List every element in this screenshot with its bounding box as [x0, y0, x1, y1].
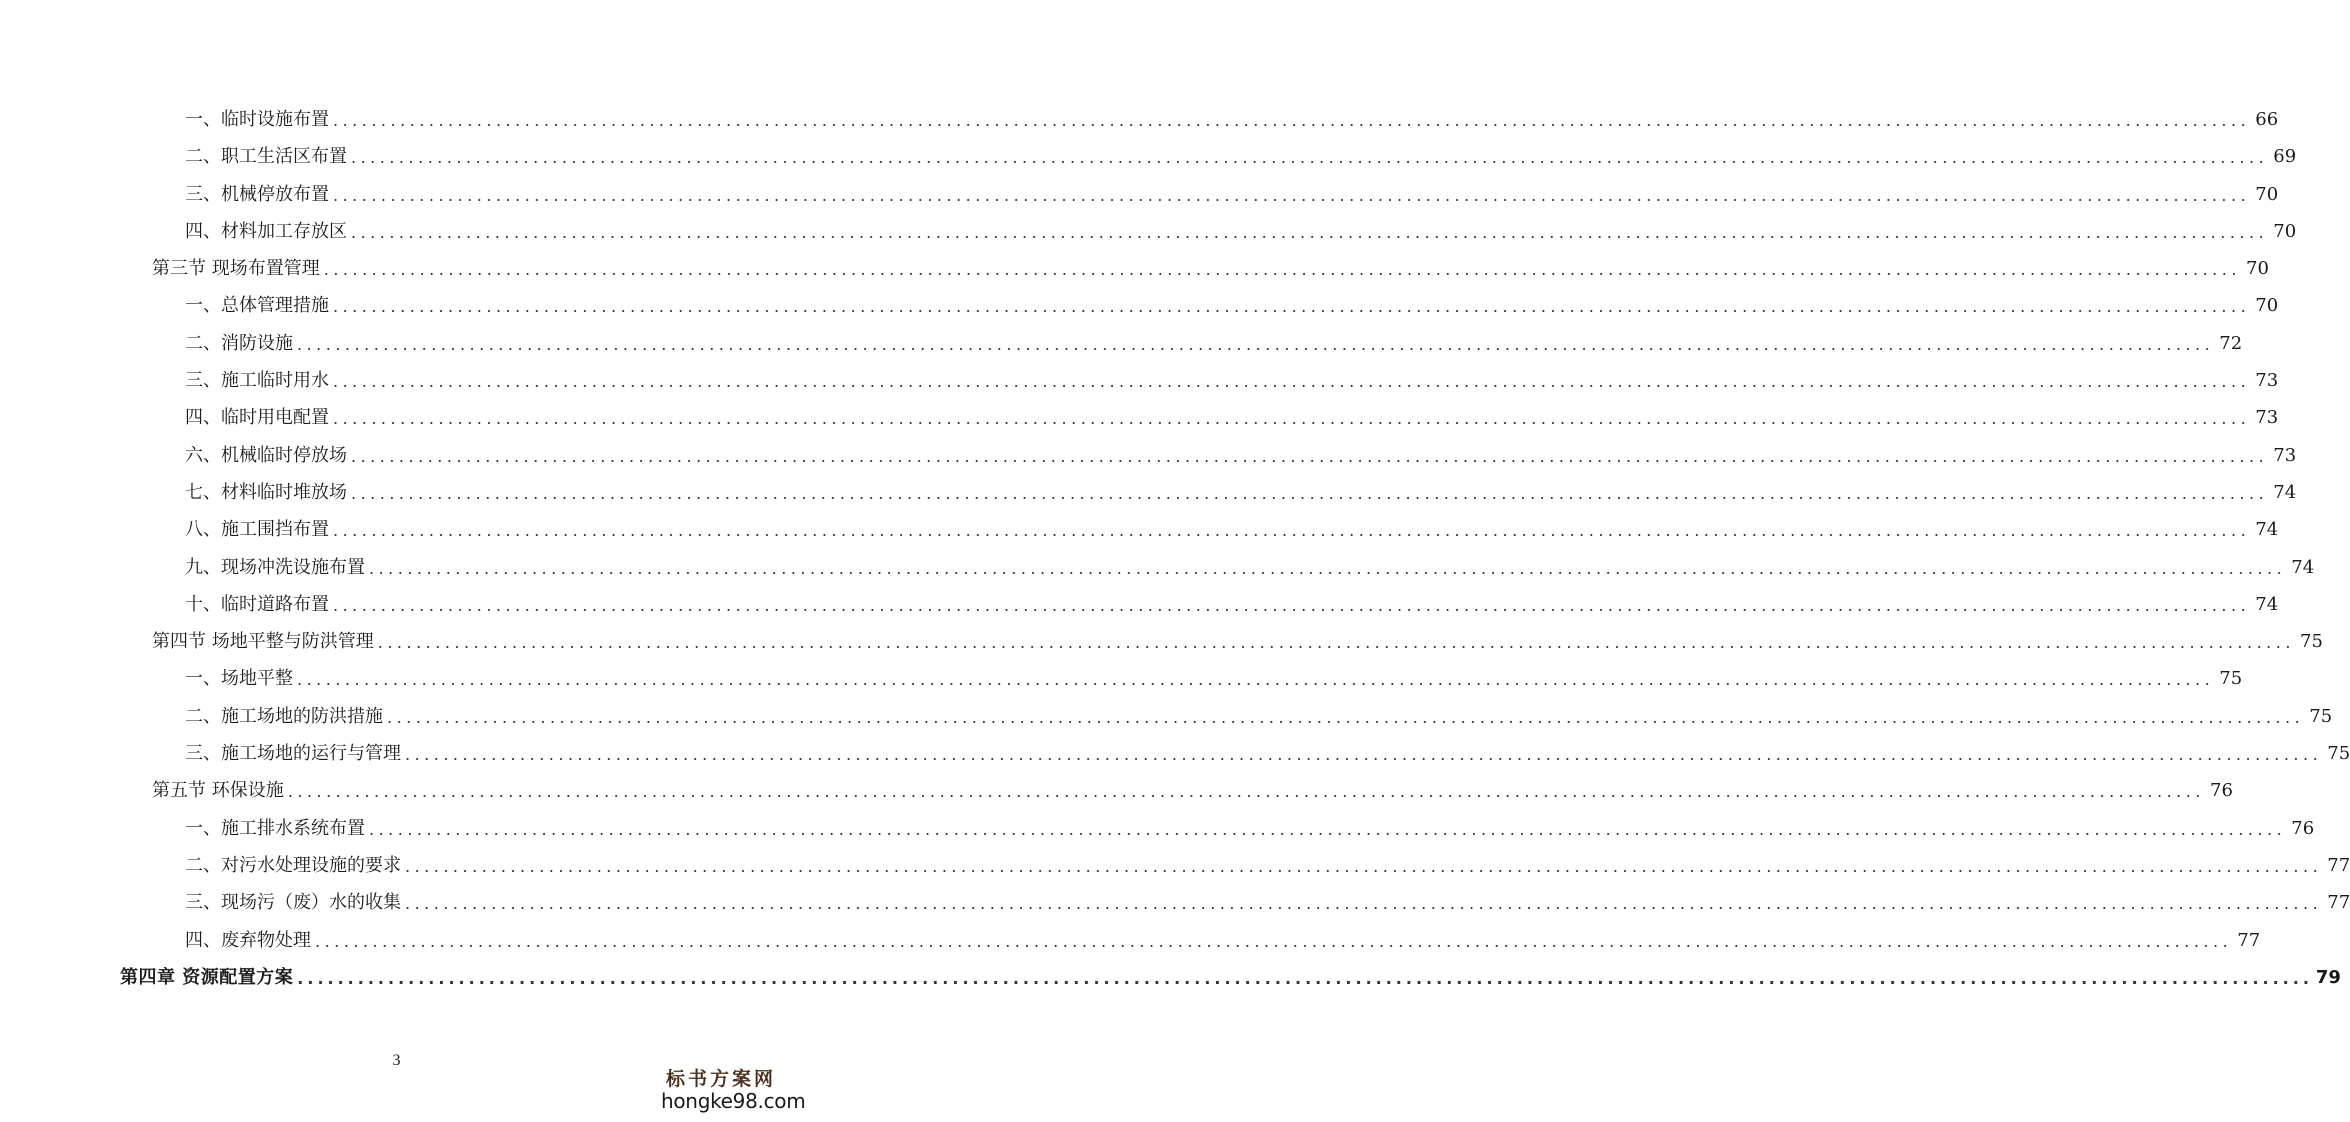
toc-item-entry[interactable]: [0, 138, 2297, 175]
toc-entry-page: 70: [2255, 183, 2279, 205]
toc-entry-page: 76: [2291, 817, 2315, 839]
toc-entry-page: 75: [2309, 705, 2333, 727]
toc-dot-leader: ........................................................................................................................................................................................................: [351, 222, 2269, 242]
toc-item-entry[interactable]: [0, 660, 2243, 697]
toc-entry-label: 四、临时用电配置: [185, 407, 329, 429]
toc-item-entry[interactable]: [0, 213, 2297, 250]
toc-entry-page: 70: [2255, 295, 2279, 317]
toc-entry-label: 四、废弃物处理: [185, 929, 311, 951]
toc-entry-label: 第五节 环保设施: [152, 780, 284, 802]
toc-entry-label: 八、施工围挡布置: [185, 519, 329, 541]
toc-dot-leader: ........................................................................................................................................................................................................: [333, 185, 2251, 205]
toc-entry-label: 二、职工生活区布置: [185, 146, 347, 168]
toc-dot-leader: ........................................................................................................................................................................................................: [333, 372, 2251, 392]
toc-dot-leader: ........................................................................................................................................................................................................: [377, 633, 2295, 653]
toc-item-entry[interactable]: [0, 287, 2279, 324]
toc-entry-page: 75: [2300, 631, 2323, 653]
toc-entry-page: 75: [2219, 668, 2243, 690]
toc-item-entry[interactable]: [0, 101, 2279, 138]
toc-entry-label: 一、施工排水系统布置: [185, 817, 365, 839]
toc-dot-leader: ........................................................................................................................................................................................................: [333, 409, 2251, 429]
toc-chapter-entry[interactable]: [0, 959, 2341, 996]
toc-item-entry[interactable]: [0, 474, 2297, 511]
toc-item-entry[interactable]: [0, 735, 2350, 772]
toc-dot-leader: ........................................................................................................................................................................................................: [369, 819, 2287, 839]
toc-entry-label: 二、消防设施: [185, 332, 293, 354]
toc-entry-label: 三、机械停放布置: [185, 183, 329, 205]
toc-dot-leader: ........................................................................................................................................................................................................: [297, 968, 2313, 988]
toc-item-entry[interactable]: [0, 884, 2350, 921]
toc-entry-page: 77: [2237, 929, 2261, 951]
toc-item-entry[interactable]: [0, 437, 2297, 474]
toc-dot-leader: ........................................................................................................................................................................................................: [405, 894, 2323, 914]
toc-entry-page: 69: [2273, 146, 2297, 168]
toc-dot-leader: ........................................................................................................................................................................................................: [287, 782, 2205, 802]
toc-dot-leader: ........................................................................................................................................................................................................: [369, 558, 2287, 578]
toc-entry-label: 三、施工临时用水: [185, 370, 329, 392]
toc-entry-page: 73: [2273, 444, 2297, 466]
toc-entry-page: 75: [2327, 743, 2350, 765]
toc-item-entry[interactable]: [0, 176, 2279, 213]
toc-entry-page: 66: [2255, 109, 2279, 130]
toc-dot-leader: ........................................................................................................................................................................................................: [297, 670, 2215, 690]
toc-item-entry[interactable]: [0, 549, 2315, 586]
toc-entry-label: 一、临时设施布置: [185, 109, 329, 130]
toc-entry-page: 70: [2273, 220, 2297, 242]
toc-entry-label: 一、总体管理措施: [185, 295, 329, 317]
toc-section-entry[interactable]: [0, 250, 2269, 287]
toc-dot-leader: ........................................................................................................................................................................................................: [333, 595, 2251, 615]
toc-entry-label: 第四节 场地平整与防洪管理: [152, 631, 374, 653]
toc-entry-page: 74: [2273, 481, 2297, 503]
toc-dot-leader: ........................................................................................................................................................................................................: [405, 745, 2323, 765]
watermark-name: 标书方案网: [665, 1068, 776, 1090]
toc-item-entry[interactable]: [0, 698, 2333, 735]
toc-item-entry[interactable]: [0, 511, 2279, 548]
table-of-contents: [0, 101, 2350, 996]
toc-entry-page: 74: [2255, 593, 2279, 615]
toc-item-entry[interactable]: [0, 399, 2279, 436]
toc-entry-label: 第四章 资源配置方案: [120, 966, 294, 988]
toc-entry-page: 77: [2327, 854, 2350, 876]
toc-dot-leader: ........................................................................................................................................................................................................: [315, 931, 2233, 951]
toc-item-entry[interactable]: [0, 810, 2315, 847]
page-number: 3: [392, 1052, 401, 1069]
toc-dot-leader: ........................................................................................................................................................................................................: [333, 297, 2251, 317]
toc-section-entry[interactable]: [0, 623, 2323, 660]
toc-item-entry[interactable]: [0, 922, 2261, 959]
toc-dot-leader: ........................................................................................................................................................................................................: [323, 260, 2241, 280]
toc-entry-label: 三、现场污（废）水的收集: [185, 892, 401, 914]
toc-entry-label: 九、现场冲洗设施布置: [185, 556, 365, 578]
toc-item-entry[interactable]: [0, 586, 2279, 623]
watermark-url: hongke98.com: [661, 1089, 806, 1113]
toc-dot-leader: ........................................................................................................................................................................................................: [333, 111, 2251, 130]
toc-entry-page: 73: [2255, 407, 2279, 429]
toc-entry-page: 79: [2315, 966, 2341, 988]
toc-entry-label: 三、施工场地的运行与管理: [185, 743, 401, 765]
toc-entry-page: 72: [2219, 332, 2243, 354]
toc-entry-label: 一、场地平整: [185, 668, 293, 690]
toc-dot-leader: ........................................................................................................................................................................................................: [297, 334, 2215, 354]
toc-entry-label: 十、临时道路布置: [185, 593, 329, 615]
toc-dot-leader: ........................................................................................................................................................................................................: [351, 148, 2269, 168]
toc-dot-leader: ........................................................................................................................................................................................................: [351, 483, 2269, 503]
toc-dot-leader: ........................................................................................................................................................................................................: [405, 856, 2323, 876]
toc-item-entry[interactable]: [0, 362, 2279, 399]
toc-dot-leader: ........................................................................................................................................................................................................: [387, 707, 2305, 727]
toc-item-entry[interactable]: [0, 847, 2350, 884]
toc-item-entry[interactable]: [0, 325, 2243, 362]
toc-entry-label: 二、施工场地的防洪措施: [185, 705, 383, 727]
toc-section-entry[interactable]: [0, 772, 2233, 809]
toc-entry-label: 四、材料加工存放区: [185, 220, 347, 242]
toc-entry-page: 76: [2210, 780, 2233, 802]
toc-entry-page: 73: [2255, 370, 2279, 392]
toc-entry-label: 七、材料临时堆放场: [185, 481, 347, 503]
watermark-logo: [661, 1068, 806, 1113]
toc-entry-label: 六、机械临时停放场: [185, 444, 347, 466]
toc-dot-leader: ........................................................................................................................................................................................................: [351, 446, 2269, 466]
toc-entry-page: 77: [2327, 892, 2350, 914]
toc-entry-page: 74: [2291, 556, 2315, 578]
toc-dot-leader: ........................................................................................................................................................................................................: [333, 521, 2251, 541]
toc-entry-page: 70: [2246, 258, 2269, 280]
toc-entry-page: 74: [2255, 519, 2279, 541]
toc-entry-label: 第三节 现场布置管理: [152, 258, 320, 280]
toc-entry-label: 二、对污水处理设施的要求: [185, 854, 401, 876]
